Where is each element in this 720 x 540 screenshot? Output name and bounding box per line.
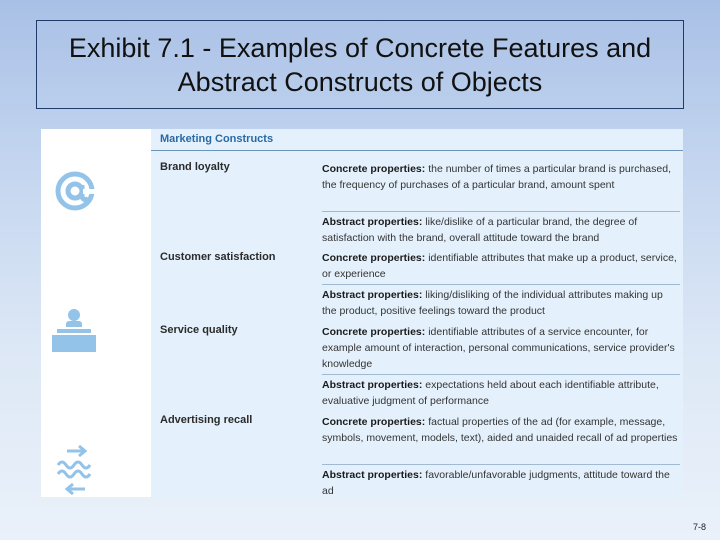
concrete-properties-body: identifiable attributes that make up a product, service, or experience bbox=[322, 252, 677, 280]
concrete-properties-text bbox=[322, 250, 680, 282]
construct-advertising-recall: Advertising recall bbox=[160, 414, 253, 426]
slide-title-line-1: Exhibit 7.1 - Examples of Concrete Features and bbox=[68, 32, 652, 63]
construct-customer-satisfaction: Customer satisfaction bbox=[160, 251, 276, 263]
constructs-table bbox=[151, 129, 683, 497]
icon-column bbox=[41, 129, 151, 497]
concrete-properties-body: identifiable attributes of a service encounter, for example amount of interaction, personal communications, service provider's knowledge bbox=[322, 326, 675, 370]
slide-title-box bbox=[36, 20, 684, 109]
slide-title-line-2: Abstract Constructs of Objects bbox=[177, 66, 543, 97]
abstract-properties-body: favorable/unfavorable judgments, attitude toward the ad bbox=[322, 469, 670, 497]
wave-arrows-icon bbox=[55, 445, 99, 497]
concrete-properties-label: Concrete properties: bbox=[322, 326, 426, 338]
abstract-properties-label: Abstract properties: bbox=[322, 216, 423, 228]
abstract-properties-label: Abstract properties: bbox=[322, 469, 423, 481]
abstract-properties-text bbox=[322, 214, 680, 246]
abstract-properties-body: like/dislike of a particular brand, the degree of satisfaction with the brand, overall attitude toward the brand bbox=[322, 216, 638, 244]
row-divider bbox=[322, 211, 680, 212]
concrete-properties-label: Concrete properties: bbox=[322, 252, 426, 264]
at-sign-icon bbox=[53, 169, 97, 213]
concrete-properties-text bbox=[322, 414, 680, 446]
exhibit-image bbox=[41, 129, 683, 497]
row-divider bbox=[322, 374, 680, 375]
table-header: Marketing Constructs bbox=[160, 133, 274, 145]
page-number: 7-8 bbox=[692, 522, 706, 532]
construct-service-quality: Service quality bbox=[160, 324, 238, 336]
concrete-properties-label: Concrete properties: bbox=[322, 163, 426, 175]
abstract-properties-label: Abstract properties: bbox=[322, 289, 423, 301]
concrete-properties-text bbox=[322, 161, 680, 193]
row-divider bbox=[322, 464, 680, 465]
construct-brand-loyalty: Brand loyalty bbox=[160, 161, 230, 173]
abstract-properties-text bbox=[322, 287, 680, 319]
concrete-properties-body: factual properties of the ad (for example, message, symbols, movement, models, text), aided and unaided recall of ad properties bbox=[322, 416, 678, 444]
concrete-properties-body: the number of times a particular brand is purchased, the frequency of purchases of a particular brand, amount spent bbox=[322, 163, 671, 191]
row-divider bbox=[322, 284, 680, 285]
abstract-properties-body: expectations held about each identifiable attribute, evaluative judgment of performance bbox=[322, 379, 659, 407]
concrete-properties-label: Concrete properties: bbox=[322, 416, 426, 428]
abstract-properties-text bbox=[322, 377, 680, 409]
header-rule bbox=[151, 150, 683, 151]
abstract-properties-body: liking/disliking of the individual attributes making up the product, positive feelings toward the product bbox=[322, 289, 663, 317]
abstract-properties-label: Abstract properties: bbox=[322, 379, 423, 391]
abstract-properties-text bbox=[322, 467, 680, 497]
concrete-properties-text bbox=[322, 324, 680, 372]
service-person-icon bbox=[51, 307, 97, 353]
